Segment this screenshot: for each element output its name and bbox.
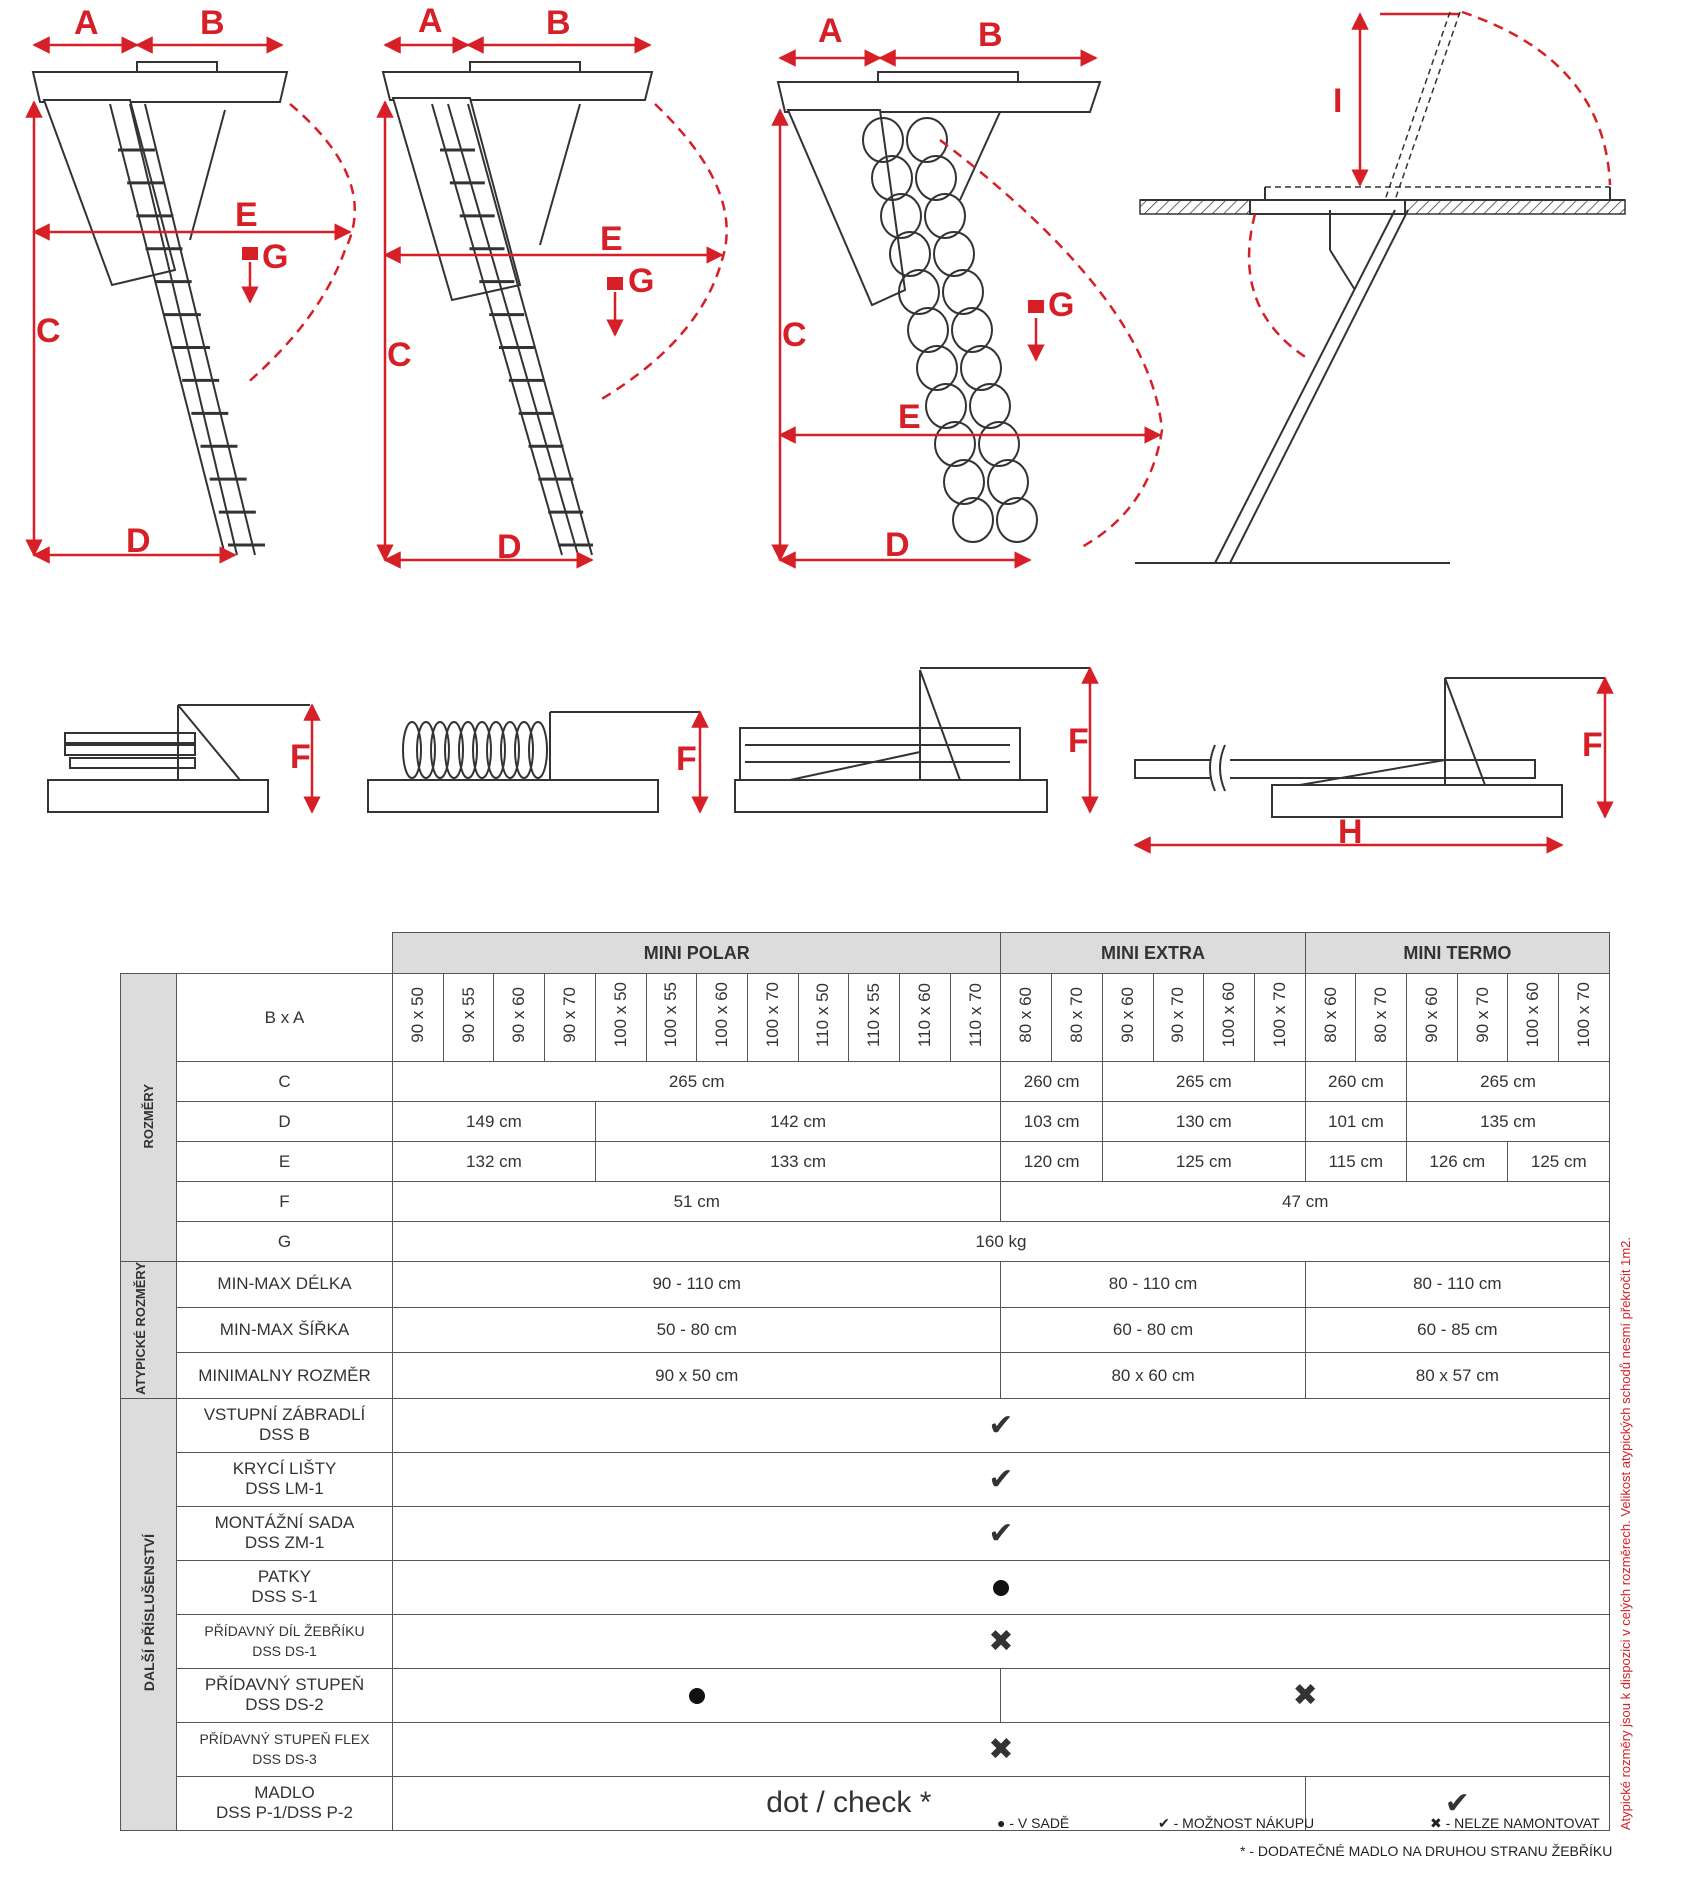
dot-icon xyxy=(993,1580,1009,1596)
spec-table xyxy=(120,932,1610,1831)
folded-loop xyxy=(417,722,435,778)
folded-loop xyxy=(515,722,533,778)
scissor-loop xyxy=(988,460,1028,504)
label-c-1: C xyxy=(36,312,61,350)
label-f-4: F xyxy=(1582,726,1603,764)
label-i: I xyxy=(1333,82,1343,120)
table-row-c: C 265 cm 260 cm 265 cm 260 cm 265 cm xyxy=(121,1062,1610,1102)
scissor-loop xyxy=(997,498,1037,542)
folded-loop xyxy=(501,722,519,778)
size-cell: 100 x 60 xyxy=(697,974,748,1062)
symbol-cross: ✖ xyxy=(393,1614,1610,1668)
table-row-acc-6: PŘÍDAVNÝ STUPEŇ FLEX DSS DS-3 ✖ xyxy=(121,1722,1610,1776)
diagram-ladder-2 xyxy=(383,2,727,566)
symbol-check: ✔ xyxy=(1305,1776,1609,1830)
size-cell: 80 x 70 xyxy=(1052,974,1103,1062)
size-cell: 100 x 60 xyxy=(1508,974,1559,1062)
symbol-check: ✔ xyxy=(393,1452,1610,1506)
label-e-3: E xyxy=(898,398,921,436)
size-cell: 100 x 70 xyxy=(1254,974,1305,1062)
size-cell: 90 x 70 xyxy=(1153,974,1204,1062)
diagram-ladder-1 xyxy=(33,4,355,560)
table-row-d: D 149 cm 142 cm 103 cm 130 cm 101 cm 135 cm xyxy=(121,1102,1610,1142)
scissor-loop xyxy=(943,270,983,314)
side-note: Atypické rozměry jsou k dispozici v celých rozměrech. Velikost atypických schodů nesmí překročit 1m2. xyxy=(1618,1236,1633,1830)
symbol-check: ✔ xyxy=(393,1398,1610,1452)
scissor-loop xyxy=(926,384,966,428)
symbol-dot xyxy=(393,1560,1610,1614)
folded-view-2 xyxy=(368,712,700,812)
scissor-loop xyxy=(952,308,992,352)
folded-view-4 xyxy=(1135,678,1605,851)
label-d-2: D xyxy=(497,528,522,566)
scissor-loop xyxy=(908,308,948,352)
size-cell: 90 x 70 xyxy=(1457,974,1508,1062)
section-rozmery: ROZMĚRY xyxy=(121,974,177,1262)
label-g-1: G xyxy=(262,238,289,276)
label-d-3: D xyxy=(885,526,910,564)
label-g-3: G xyxy=(1048,286,1075,324)
size-cell: 110 x 55 xyxy=(849,974,900,1062)
folded-loop xyxy=(529,722,547,778)
label-f-1: F xyxy=(290,738,311,776)
size-cell: 90 x 60 xyxy=(1102,974,1153,1062)
table-row-g: G 160 kg xyxy=(121,1222,1610,1262)
table-row-acc-4: PŘÍDAVNÝ DÍL ŽEBŘÍKU DSS DS-1 ✖ xyxy=(121,1614,1610,1668)
section-atypicke: ATYPICKÉ ROZMĚRY xyxy=(121,1262,177,1399)
scissor-loop xyxy=(961,346,1001,390)
table-row-acc-3: PATKY DSS S-1 xyxy=(121,1560,1610,1614)
table-row-minimalny: MINIMALNY ROZMĚR 90 x 50 cm 80 x 60 cm 80 x 57 cm xyxy=(121,1353,1610,1399)
label-c-3: C xyxy=(782,316,807,354)
size-cell: 110 x 60 xyxy=(900,974,951,1062)
label-e-2: E xyxy=(600,220,623,258)
table-row-groups xyxy=(121,933,1610,974)
label-a-1: A xyxy=(74,4,99,42)
bxa-label: B x A xyxy=(177,974,393,1062)
folded-loop xyxy=(403,722,421,778)
symbol-cross: ✖ xyxy=(393,1722,1610,1776)
size-cell: 110 x 50 xyxy=(798,974,849,1062)
folded-loop xyxy=(459,722,477,778)
scissor-loop xyxy=(944,460,984,504)
diagram-ladder-3 xyxy=(778,12,1162,564)
table-row-acc-2: MONTÁŽNÍ SADA DSS ZM-1 ✔ xyxy=(121,1506,1610,1560)
size-cell: 90 x 55 xyxy=(443,974,494,1062)
symbol-cross: ✖ xyxy=(1001,1668,1610,1722)
folded-view-1 xyxy=(48,705,312,812)
scissor-loop xyxy=(979,422,1019,466)
scissor-loop xyxy=(934,232,974,276)
table-row-f: F 51 cm 47 cm xyxy=(121,1182,1610,1222)
label-c-2: C xyxy=(387,336,412,374)
folded-loop xyxy=(487,722,505,778)
legend-dot: ● - V SADĚ xyxy=(997,1815,1070,1831)
label-a-2: A xyxy=(418,2,443,40)
size-cell: 80 x 60 xyxy=(1001,974,1052,1062)
label-e-1: E xyxy=(235,196,258,234)
table-row-acc-1: KRYCÍ LIŠTY DSS LM-1 ✔ xyxy=(121,1452,1610,1506)
size-cell: 80 x 60 xyxy=(1305,974,1356,1062)
label-b-1: B xyxy=(200,4,225,42)
label-d-1: D xyxy=(126,522,151,560)
size-cell: 110 x 70 xyxy=(950,974,1001,1062)
label-f-2: F xyxy=(676,740,697,778)
group-mini-termo: MINI TERMO xyxy=(1305,933,1609,974)
size-cell: 100 x 50 xyxy=(595,974,646,1062)
dot-icon xyxy=(689,1688,705,1704)
legend-footnote: * - DODATEČNÉ MADLO NA DRUHOU STRANU ŽEBŘÍKU xyxy=(1240,1843,1613,1859)
diagram-section xyxy=(1135,12,1625,563)
group-mini-polar: MINI POLAR xyxy=(393,933,1001,974)
legend-cross: ✖ - NELZE NAMONTOVAT xyxy=(1430,1815,1600,1831)
size-cell: 100 x 60 xyxy=(1204,974,1255,1062)
label-b-2: B xyxy=(546,4,571,42)
size-cell: 100 x 55 xyxy=(646,974,697,1062)
label-b-3: B xyxy=(978,16,1003,54)
folded-view-3 xyxy=(735,668,1090,812)
folded-loop xyxy=(473,722,491,778)
label-g-2: G xyxy=(628,262,655,300)
scissor-loop xyxy=(917,346,957,390)
table-row-acc-7: MADLO DSS P-1/DSS P-2 dot / check * ✔ xyxy=(121,1776,1610,1830)
scissor-loop xyxy=(899,270,939,314)
size-cell: 90 x 60 xyxy=(494,974,545,1062)
symbol-dot xyxy=(393,1668,1001,1722)
section-prislusenstvi: DALŠÍ PŘÍSLUŠENSTVÍ xyxy=(121,1398,177,1830)
table-row-acc-0: DALŠÍ PŘÍSLUŠENSTVÍ VSTUPNÍ ZÁBRADLÍ DSS B ✔ xyxy=(121,1398,1610,1452)
table-row-acc-5: PŘÍDAVNÝ STUPEŇ DSS DS-2 ✖ xyxy=(121,1668,1610,1722)
legend-check: ✔ - MOŽNOST NÁKUPU xyxy=(1158,1815,1315,1831)
size-cell: 90 x 50 xyxy=(393,974,444,1062)
folded-loop xyxy=(445,722,463,778)
label-h: H xyxy=(1338,813,1363,851)
table-row-e: E 132 cm 133 cm 120 cm 125 cm 115 cm 126 cm 125 cm xyxy=(121,1142,1610,1182)
symbol-check: ✔ xyxy=(393,1506,1610,1560)
group-mini-extra: MINI EXTRA xyxy=(1001,933,1305,974)
label-f-3: F xyxy=(1068,722,1089,760)
size-cell: 90 x 70 xyxy=(545,974,596,1062)
size-cell: 100 x 70 xyxy=(747,974,798,1062)
table-row-min-max-sirka: MIN-MAX ŠÍŘKA 50 - 80 cm 60 - 80 cm 60 - 85 cm xyxy=(121,1307,1610,1353)
scissor-loop xyxy=(925,194,965,238)
scissor-loop xyxy=(935,422,975,466)
size-cell: 80 x 70 xyxy=(1356,974,1407,1062)
folded-loop xyxy=(431,722,449,778)
label-a-3: A xyxy=(818,12,843,50)
table-row-sizes xyxy=(121,974,1610,1062)
scissor-loop xyxy=(970,384,1010,428)
size-cell: 100 x 70 xyxy=(1559,974,1610,1062)
scissor-loop xyxy=(953,498,993,542)
table-row-min-max-delka: ATYPICKÉ ROZMĚRY MIN-MAX DÉLKA 90 - 110 cm 80 - 110 cm 80 - 110 cm xyxy=(121,1262,1610,1308)
scissor-loop xyxy=(916,156,956,200)
ladder-diagrams xyxy=(0,0,1684,860)
size-cell: 90 x 60 xyxy=(1407,974,1458,1062)
symbol-dot-check: dot / check * xyxy=(393,1776,1306,1830)
